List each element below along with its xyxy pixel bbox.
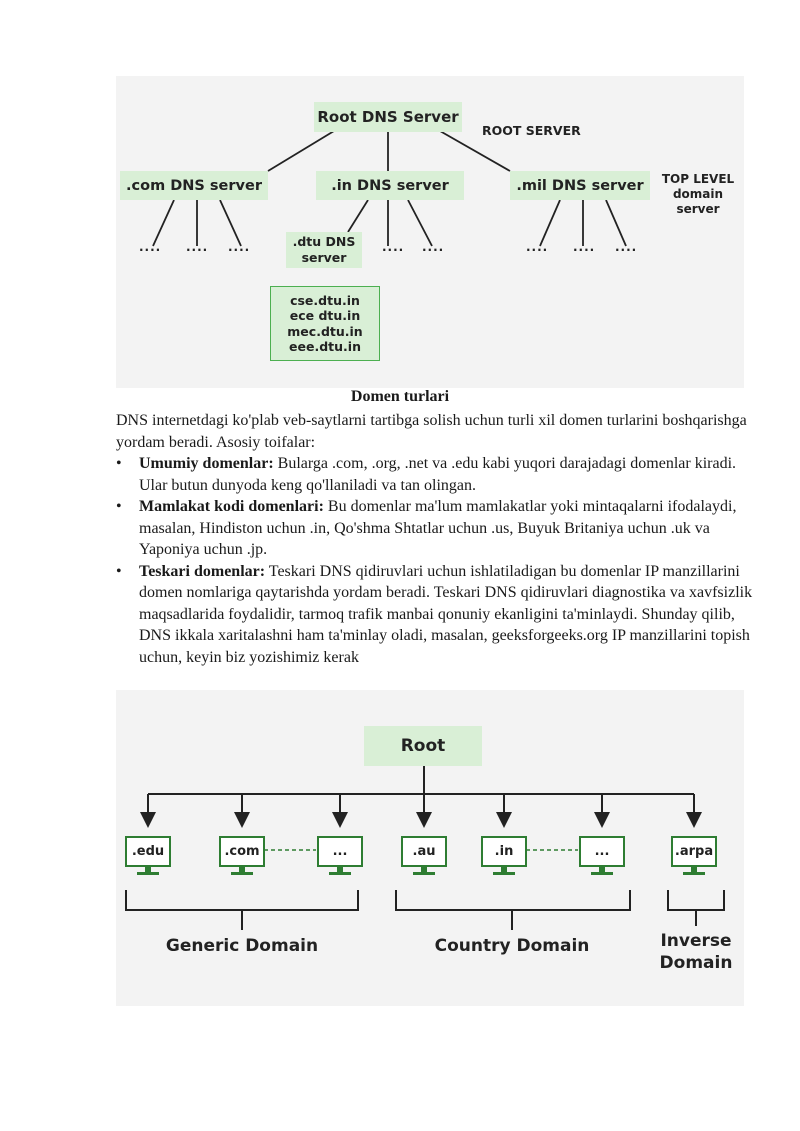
in-child-dots-2: .... <box>422 240 445 254</box>
dtu-box-line-1: .dtu DNS <box>292 234 356 249</box>
figure-caption: Domen turlari <box>350 388 450 405</box>
top-level-label-line-2: domain <box>672 187 724 201</box>
mil-child-dots-1: .... <box>526 240 549 254</box>
root-box: Root <box>364 726 482 766</box>
computer-base <box>329 872 351 875</box>
dtu-subdomain-list <box>270 286 380 361</box>
list-item-text: Bularga .com, .org, .net va .edu kabi yuqori darajadagi domenlar kiradi. Ular butun dunyoda keng qo'llaniladi va tan olingan. <box>139 455 737 494</box>
computer-base <box>413 872 435 875</box>
computer-screen: .in <box>481 836 527 867</box>
com-child-dots-2: .... <box>186 240 209 254</box>
computer-base <box>683 872 705 875</box>
top-level-label-line-3: server <box>676 202 720 216</box>
computer-screen: ... <box>317 836 363 867</box>
mil-child-dots-3: .... <box>615 240 638 254</box>
domain-types-list <box>116 453 756 668</box>
bullet-marker: • <box>116 498 122 515</box>
bullet-marker: • <box>116 562 122 580</box>
computer-screen: .edu <box>125 836 171 867</box>
computer-screen: .arpa <box>671 836 717 867</box>
computer-base <box>137 872 159 875</box>
computer-com <box>219 836 265 876</box>
com-dns-server-box: .com DNS server <box>120 171 268 200</box>
list-item-generic <box>116 453 756 496</box>
subdomain-mec: mec.dtu.in <box>287 323 363 339</box>
in-dns-server-box: .in DNS server <box>316 171 464 200</box>
dns-hierarchy-diagram <box>116 76 744 388</box>
computer-screen: .com <box>219 836 265 867</box>
bullet-marker: • <box>116 455 122 472</box>
computer-arpa <box>671 836 717 876</box>
list-item-country <box>116 496 756 561</box>
top-level-label-line-1: TOP LEVEL <box>661 172 735 186</box>
dtu-dns-server-box <box>286 232 362 268</box>
root-dns-server-box: Root DNS Server <box>314 102 462 132</box>
root-server-label: ROOT SERVER <box>482 123 581 138</box>
mil-dns-server-box: .mil DNS server <box>510 171 650 200</box>
com-child-dots-3: .... <box>228 240 251 254</box>
generic-domain-label: Generic Domain <box>165 936 319 956</box>
inverse-label-line-2: Domain <box>659 953 733 973</box>
computer-base <box>591 872 613 875</box>
computer-screen: .au <box>401 836 447 867</box>
intro-paragraph: DNS internetdagi ko'plab veb-saytlarni tartibga solish uchun turli xil domen turlarini boshqarishga yordam beradi. Asosiy toifalar: <box>116 412 747 451</box>
mil-child-dots-2: .... <box>573 240 596 254</box>
computer-generic-more <box>317 836 363 876</box>
list-item-text: Teskari DNS qidiruvlari uchun ishlatiladigan bu domenlar IP manzillarini domen nomlariga qaytarishda yordam beradi. Teskari DNS qidiruvlari diagnostika va xavfsizlik maqsadlarida foydalidir, tarmoq trafik manbai qonuniy ekanligini ta'minlaydi. Shunday qilib, DNS ikkala xaritalashni ham ta'minlay oladi, masalan, geeksforgeeks.org IP manzillarini topish uchun, keyin biz yozishimiz kerak <box>139 562 753 666</box>
list-item-text: Bu domenlar ma'lum mamlakatlar yoki mintaqalarni ifodalaydi, masalan, Hindiston uchun .in, Qo'shma Shtatlar uchun .us, Buyuk Britaniya uchun .uk va Yaponiya uchun .jp. <box>139 498 737 558</box>
body-text <box>116 410 756 668</box>
domain-types-diagram <box>116 690 744 1006</box>
country-domain-label: Country Domain <box>434 936 590 956</box>
computer-country-more <box>579 836 625 876</box>
list-item-title: Teskari domenlar: <box>139 562 266 580</box>
computer-edu <box>125 836 171 876</box>
list-item-inverse <box>116 561 756 669</box>
computer-base <box>231 872 253 875</box>
subdomain-cse: cse.dtu.in <box>290 292 360 308</box>
subdomain-ece: ece dtu.in <box>289 308 361 323</box>
subdomain-eee: eee.dtu.in <box>289 339 361 354</box>
list-item-title: Umumiy domenlar: <box>139 455 274 472</box>
computer-base <box>493 872 515 875</box>
computer-screen: ... <box>579 836 625 867</box>
inverse-domain-label <box>646 930 746 974</box>
computer-au <box>401 836 447 876</box>
top-level-domain-label <box>656 172 740 217</box>
list-item-title: Mamlakat kodi domenlari: <box>139 498 324 515</box>
computer-in <box>481 836 527 876</box>
com-child-dots-1: .... <box>139 240 162 254</box>
inverse-label-line-1: Inverse <box>660 931 732 951</box>
in-child-dots-1: .... <box>382 240 405 254</box>
dtu-box-line-2: server <box>301 250 347 265</box>
